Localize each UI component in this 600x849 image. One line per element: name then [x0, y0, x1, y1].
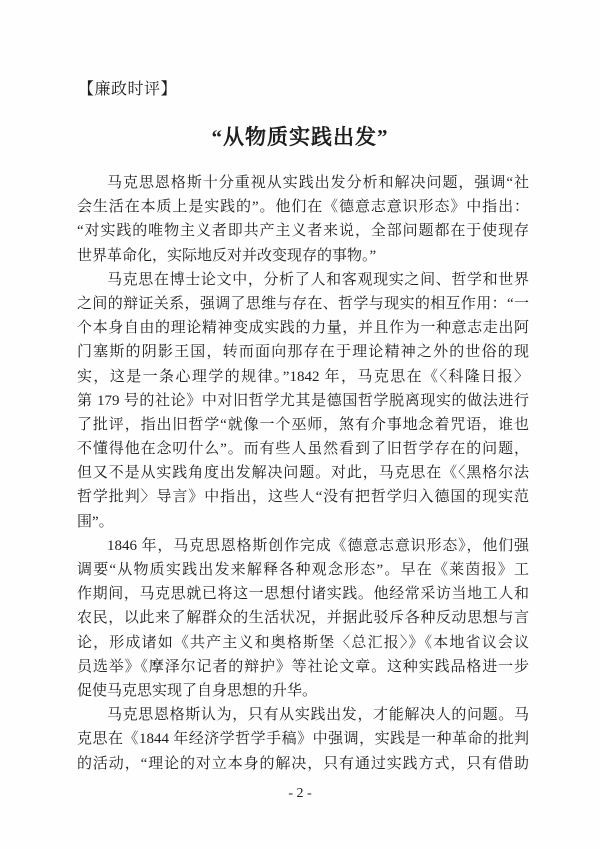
document-body [77, 171, 529, 776]
text-line: “对实践的唯物主义者即共产主义者来说，全部问题都在于使现存 [77, 223, 529, 240]
text-line: 农民，以此来了解群众的生活状况，并据此驳斥各种反动思想与言 [77, 610, 529, 627]
text-line: 世界革命化，实际地反对并改变现存的事物。” [77, 247, 377, 264]
text-line: 促使马克思实现了自身思想的升华。 [77, 682, 318, 699]
text-line: 马克思恩格斯认为，只有从实践出发，才能解决人的问题。马 [107, 707, 529, 724]
text-line: 门塞斯的阴影王国，转而面向那存在于理论精神之外的世俗的现 [77, 344, 529, 361]
text-line: 哲学批判〉导言》中指出，这些人“没有把哲学归入德国的现实范 [77, 489, 529, 506]
text-line: 调要“从物质实践出发来解释各种观念形态”。早在《莱茵报》工 [77, 562, 529, 578]
text-line: 之间的辩证关系，强调了思维与存在、哲学与现实的相互作用：“一 [77, 295, 529, 312]
text-line: 实，这是一条心理学的规律。”1842 年，马克思在《〈科隆日报〉 [77, 368, 529, 385]
page-number: - 2 - [288, 786, 312, 801]
text-line: 不懂得他在念叨什么”。而有些人虽然看到了旧哲学存在的问题， [77, 441, 529, 458]
text-line: 会生活在本质上是实践的”。他们在《德意志意识形态》中指出： [77, 199, 529, 216]
text-line: 马克思恩格斯十分重视从实践出发分析和解决问题，强调“社 [107, 175, 529, 191]
text-line: 的活动，“理论的对立本身的解决，只有通过实践方式，只有借助 [77, 755, 529, 772]
text-line: 第 179 号的社论》中对旧哲学尤其是德国哲学脱离现实的做法进行 [77, 392, 529, 409]
text-line: 1846 年，马克思恩格斯创作完成《德意志意识形态》，他们强 [107, 537, 529, 554]
text-line: 论，形成诸如《共产主义和奥格斯堡〈总汇报〉》《本地省议会议 [77, 634, 529, 651]
text-line: 克思在《1844 年经济学哲学手稿》中强调，实践是一种革命的批判 [77, 731, 529, 748]
text-line: 作期间，马克思就已将这一思想付诸实践。他经常采访当地工人和 [77, 586, 529, 603]
text-line: 围”。 [77, 513, 114, 530]
text-line: 了批评，指出旧哲学“就像一个巫师，煞有介事地念着咒语，谁也 [77, 416, 529, 433]
text-line: 但又不是从实践角度出发解决问题。对此，马克思在《〈黑格尔法 [77, 465, 529, 482]
text-line: 员选举》《摩泽尔记者的辩护》等社论文章。这种实践品格进一步 [77, 658, 529, 675]
document-title: “从物质实践出发” [211, 125, 389, 149]
text-line: 马克思在博士论文中，分析了人和客观现实之间、哲学和世界 [107, 271, 529, 288]
text-line: 个本身自由的理论精神变成实践的力量，并且作为一种意志走出阿 [77, 320, 529, 337]
section-header-tag: 【廉政时评】 [78, 81, 178, 98]
